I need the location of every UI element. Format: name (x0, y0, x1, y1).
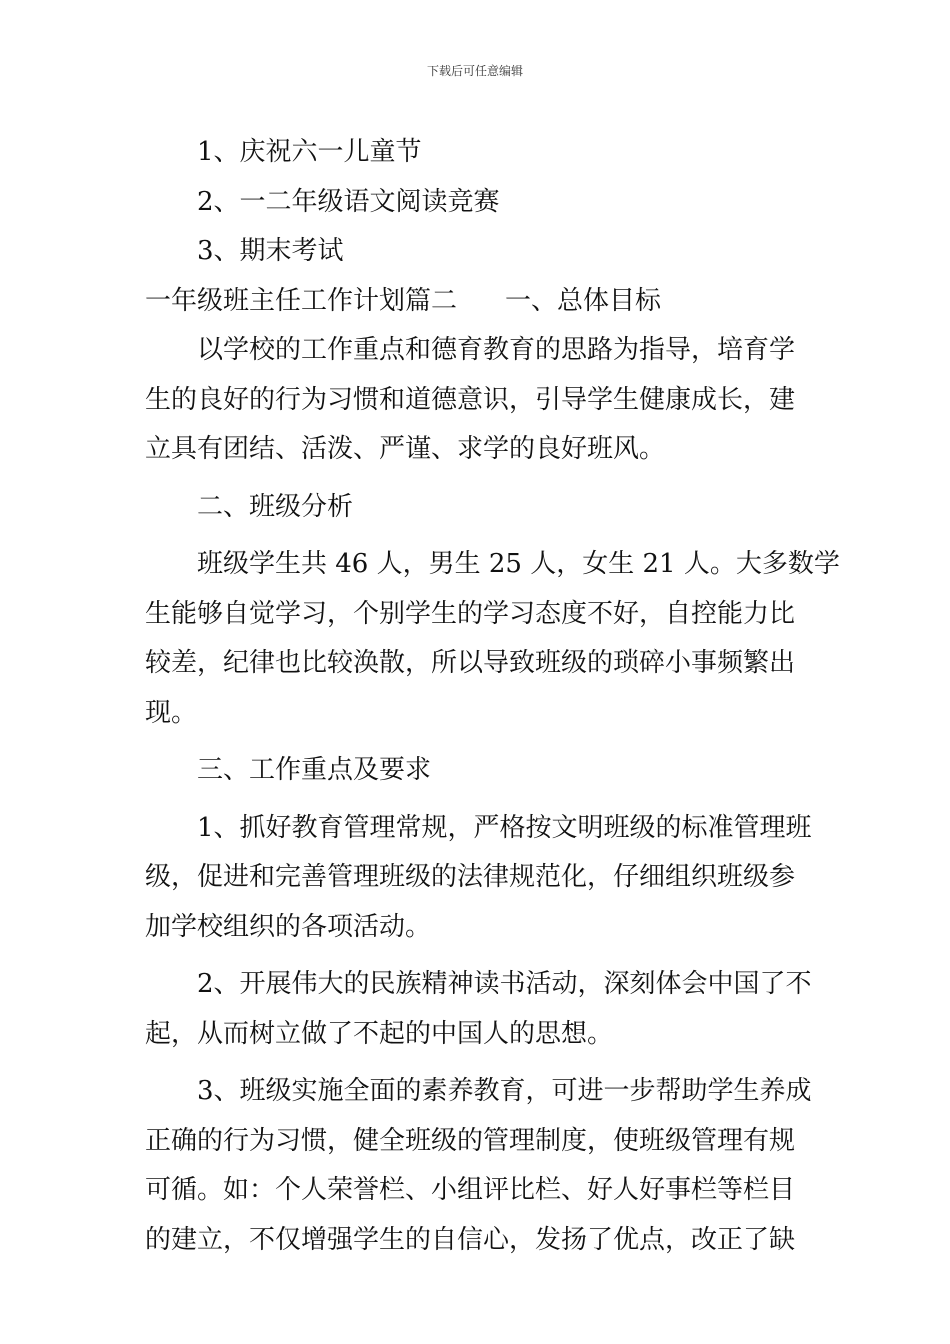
paragraph-line: 3、班级实施全面的素养教育，可进一步帮助学生养成 (197, 1076, 812, 1106)
paragraph-line: 正确的行为习惯，健全班级的管理制度，使班级管理有规 (145, 1125, 796, 1156)
section-title-class-analysis: 二、班级分析 (197, 491, 354, 522)
paragraph-line: 生能够自觉学习，个别学生的学习态度不好，自控能力比 (145, 598, 796, 629)
paragraph-line: 2、开展伟大的民族精神读书活动，深刻体会中国了不 (197, 969, 812, 999)
section-title-work-focus: 三、工作重点及要求 (197, 755, 432, 785)
list-item: 2、一二年级语文阅读竞赛 (197, 186, 500, 217)
paragraph-line: 立具有团结、活泼、严谨、求学的良好班风。 (145, 434, 666, 464)
plan-heading-row (145, 277, 807, 327)
paragraph-line: 加学校组织的各项活动。 (145, 911, 432, 942)
paragraph-line: 的建立，不仅增强学生的自信心，发扬了优点，改正了缺 (145, 1224, 796, 1255)
section-title-goals: 一、总体目标 (505, 285, 662, 316)
list-item: 3、期末考试 (197, 236, 344, 266)
paragraph-line: 班级学生共 46 人，男生 25 人，女生 21 人。大多数学 (197, 549, 840, 579)
paragraph-line: 较差，纪律也比较涣散，所以导致班级的琐碎小事频繁出 (145, 648, 796, 678)
paragraph-line: 起，从而树立做了不起的中国人的思想。 (145, 1018, 614, 1049)
paragraph-line: 可循。如：个人荣誉栏、小组评比栏、好人好事栏等栏目 (145, 1175, 796, 1205)
paragraph-line: 生的良好的行为习惯和道德意识，引导学生健康成长，建 (145, 384, 796, 415)
plan-title: 一年级班主任工作计划篇二 (145, 285, 458, 316)
paragraph-line: 以学校的工作重点和德育教育的思路为指导，培育学 (197, 335, 796, 365)
page-header-note: 下载后可任意编辑 (426, 64, 523, 78)
paragraph-line: 现。 (145, 697, 198, 728)
document-body (145, 128, 840, 1265)
paragraph-line: 级，促进和完善管理班级的法律规范化，仔细组织班级参 (145, 862, 796, 892)
paragraph-line: 1、抓好教育管理常规，严格按文明班级的标准管理班 (197, 812, 812, 843)
list-item: 1、庆祝六一儿童节 (197, 137, 422, 167)
